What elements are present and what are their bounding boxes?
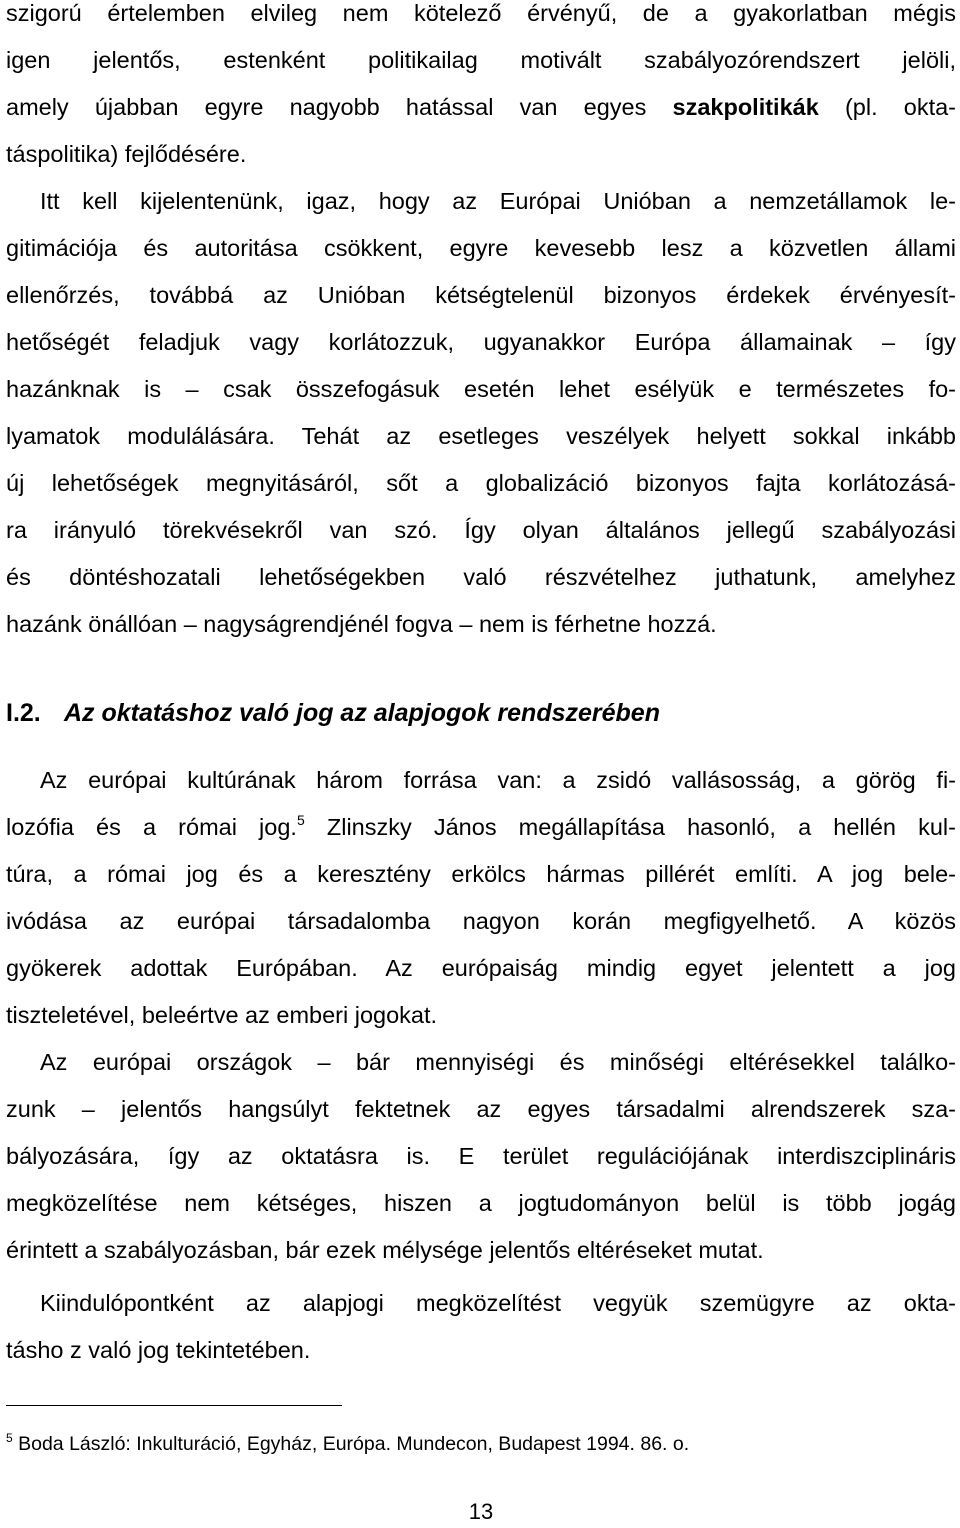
footnote-marker: 5	[6, 1431, 13, 1445]
section-heading	[6, 690, 660, 737]
paragraph-2-line-4: hetőségét feladjuk vagy korlátozzuk, ugyanakkor Európa államainak – így	[6, 329, 956, 355]
text-segment: amely újabban egyre nagyobb hatással van egyes	[6, 94, 673, 120]
paragraph-2-line-9: és döntéshozatali lehetőségekben való részvételhez juthatunk, amelyhez	[6, 564, 956, 590]
footnote-text: Boda László: Inkulturáció, Egyház, Európa. Mundecon, Budapest 1994. 86. o.	[12, 1433, 690, 1455]
page-number: 13	[468, 1499, 494, 1524]
paragraph-2-line-2: gitimációja és autoritása csökkent, egyre kevesebb lesz a közvetlen állami	[6, 235, 956, 261]
footnote-reference[interactable]: 5	[296, 812, 305, 828]
paragraph-3-line-6: tiszteletével, beleértve az emberi jogokat.	[6, 1002, 438, 1028]
paragraph-4-line-3: bályozására, így az oktatásra is. E terület regulációjának interdiszciplináris	[6, 1143, 956, 1169]
paragraph-3-line-5: gyökerek adottak Európában. Az európaiság mindig egyet jelentett a jog	[6, 955, 956, 981]
section-title: Az oktatáshoz való jog az alapjogok rendszerében	[64, 699, 660, 727]
paragraph-4-line-5: érintett a szabályozásban, bár ezek mélysége jelentős eltéréseket mutat.	[6, 1237, 764, 1263]
paragraph-4-line-4: megközelítése nem kétséges, hiszen a jogtudományon belül is több jogág	[6, 1190, 956, 1216]
paragraph-2-line-7: új lehetőségek megnyitásáról, sőt a globalizáció bizonyos fajta korlátozásá-	[6, 470, 956, 496]
paragraph-1-line-3	[6, 84, 956, 131]
document-page	[6, 0, 956, 1527]
paragraph-1-line-2: igen jelentős, estenként politikailag motivált szabályozórendszert jelöli,	[6, 47, 956, 73]
paragraph-3-line-4: ivódása az európai társadalomba nagyon korán megfigyelhető. A közös	[6, 908, 956, 934]
text-segment: lozófia és a római jog.	[6, 814, 297, 840]
footnote-divider	[6, 1405, 342, 1406]
paragraph-2-line-10: hazánk önállóan – nagyságrendjénél fogva – nem is férhetne hozzá.	[6, 611, 717, 637]
paragraph-2-line-5: hazánknak is – csak összefogásuk esetén lehet esélyük e természetes fo-	[6, 376, 956, 402]
paragraph-3-line-2	[6, 804, 956, 851]
text-segment: (pl. okta-	[818, 94, 956, 120]
paragraph-2-line-1: Itt kell kijelentenünk, igaz, hogy az Európai Unióban a nemzetállamok le-	[40, 188, 956, 214]
paragraph-1-line-1: szigorú értelemben elvileg nem kötelező érvényű, de a gyakorlatban mégis	[6, 0, 956, 26]
paragraph-2-line-8: ra irányuló törekvésekről van szó. Így olyan általános jellegű szabályozási	[6, 517, 956, 543]
paragraph-4-line-2: zunk – jelentős hangsúlyt fektetnek az egyes társadalmi alrendszerek sza-	[6, 1096, 956, 1122]
paragraph-4-line-1: Az európai országok – bár mennyiségi és minőségi eltérésekkel találko-	[40, 1049, 956, 1075]
paragraph-3-line-1: Az európai kultúrának három forrása van: a zsidó vallásosság, a görög fi-	[40, 767, 956, 793]
paragraph-2-line-6: lyamatok modulálására. Tehát az esetleges veszélyek helyett sokkal inkább	[6, 423, 956, 449]
footnote	[6, 1428, 689, 1460]
paragraph-3-line-3: túra, a római jog és a keresztény erkölcs hármas pillérét említi. A jog bele-	[6, 861, 956, 887]
bold-term: szakpolitikák	[672, 94, 819, 120]
section-number: I.2.	[6, 699, 41, 727]
paragraph-5-line-1: Kiindulópontként az alapjogi megközelítést vegyük szemügyre az okta-	[40, 1290, 956, 1316]
text-segment: Zlinszky János megállapítása hasonló, a hellén kul-	[304, 814, 956, 840]
paragraph-2-line-3: ellenőrzés, továbbá az Unióban kétségtelenül bizonyos érdekek érvényesít-	[6, 282, 956, 308]
paragraph-5-line-2: tásho z való jog tekintetében.	[6, 1337, 311, 1363]
paragraph-1-line-4: táspolitika) fejlődésére.	[6, 141, 247, 167]
